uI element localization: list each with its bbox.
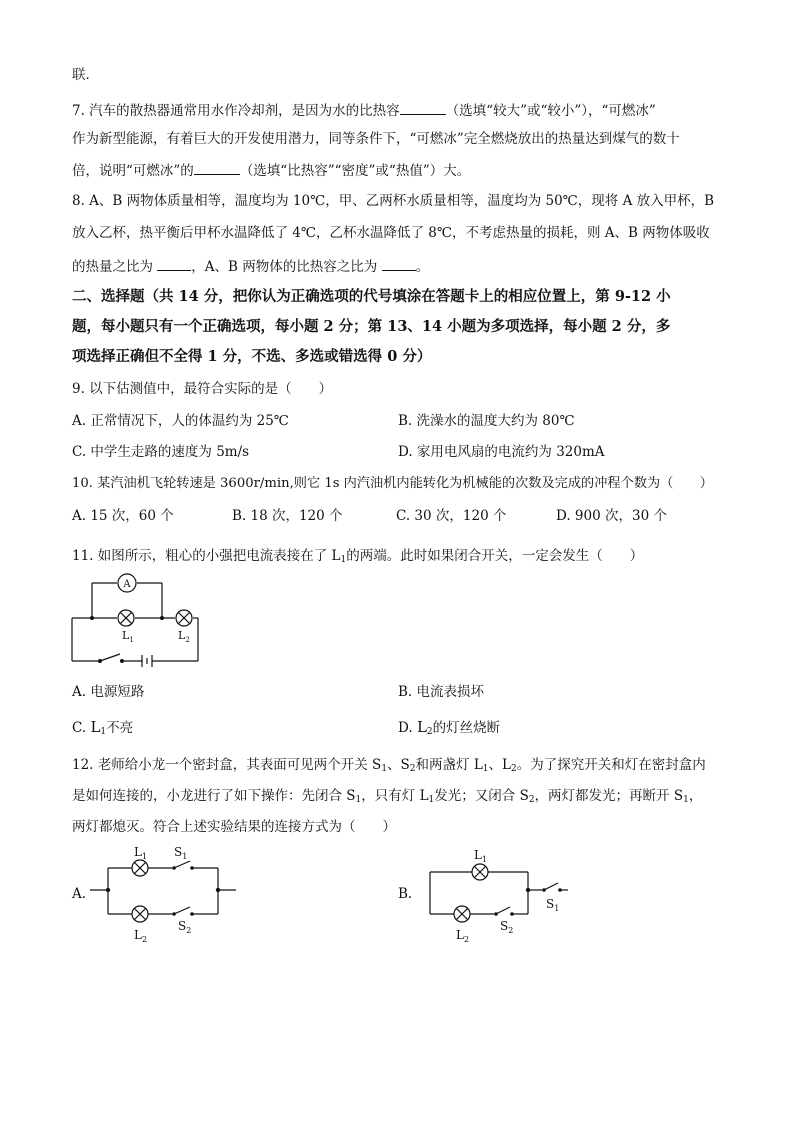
continued-text: 联． bbox=[72, 67, 99, 83]
q7-line1 bbox=[72, 100, 656, 120]
q7-line2: 作为新型能源，有着巨大的开发使用潜力，同等条件下，“可燃冰”完全燃烧放出的热量达到煤气的数十 bbox=[72, 131, 680, 147]
q11-d-prefix: D. bbox=[398, 720, 417, 736]
q12a-l1-label: $L_1$ bbox=[134, 845, 148, 861]
q11-option-b[interactable]: B. 电流表损坏 bbox=[398, 684, 485, 700]
q7-answer-blank-2[interactable] bbox=[194, 160, 240, 175]
q12-t8: 发光；又闭合 S bbox=[434, 788, 529, 804]
q12-line1 bbox=[72, 756, 706, 774]
q12-t3: 和两盏灯 L bbox=[415, 757, 483, 773]
q12-option-a-label[interactable]: A. bbox=[72, 886, 87, 902]
q8-answer-blank-1[interactable] bbox=[157, 256, 191, 271]
q11-d-text: 的灯丝烧断 bbox=[432, 720, 501, 736]
lamp-l1-label: $L_1$ bbox=[122, 629, 134, 644]
q11-c-text: 不亮 bbox=[106, 720, 134, 736]
q11-d-sub: 2 bbox=[426, 727, 433, 737]
q12-t10: ， bbox=[688, 788, 703, 804]
q12-t2: 、S bbox=[387, 757, 410, 773]
q12-t1: 12. 老师给小龙一个密封盒，其表面可见两个开关 S bbox=[72, 757, 382, 773]
q12b-l2-label: $L_2$ bbox=[456, 928, 470, 944]
q7-text-1: 7. 汽车的散热器通常用水作冷却剂，是因为水的比热容 bbox=[72, 103, 400, 119]
q12-t7: ，只有灯 L bbox=[361, 788, 429, 804]
q12b-switch-s2 bbox=[496, 907, 510, 914]
q11-c-prefix: C. bbox=[72, 720, 91, 736]
q12-s2: 2 bbox=[409, 764, 416, 774]
q9-stem: 9. 以下估测值中，最符合实际的是（ ） bbox=[72, 381, 333, 397]
q12-s3: 1 bbox=[482, 764, 489, 774]
q7-text-2: （选填“较大”或“较小”），“可燃冰” bbox=[445, 103, 656, 119]
q8-line3 bbox=[72, 256, 429, 276]
q12b-switch-s1 bbox=[544, 883, 558, 890]
section2-line2: 题，每小题只有一个正确选项，每小题 2 分；第 13、14 小题为多项选择，每小题 2 分，多 bbox=[72, 318, 671, 335]
q12-s7: 2 bbox=[528, 795, 535, 805]
q12-line2 bbox=[72, 787, 702, 805]
q10-option-a[interactable]: A. 15 次，60 个 bbox=[72, 508, 174, 524]
section2-line3: 项选择正确但不全得 1 分，不选、多选或错选得 0 分） bbox=[72, 348, 432, 365]
q10-stem: 10. 某汽油机飞轮转速是 3600r/min,则它 1s 内汽油机内能转化为机械能的次数及完成的冲程个数为（ ） bbox=[72, 476, 713, 491]
q10-option-d[interactable]: D. 900 次，30 个 bbox=[556, 508, 667, 524]
q10-option-c[interactable]: C. 30 次，120 个 bbox=[396, 508, 507, 524]
lamp-l2-label: $L_2$ bbox=[178, 629, 190, 644]
q11-circuit-diagram bbox=[72, 572, 202, 668]
q9-option-a[interactable]: A. 正常情况下，人的体温约为 25℃ bbox=[72, 413, 289, 429]
q7-text-3: 倍，说明“可燃冰”的 bbox=[72, 163, 194, 179]
q7-line3 bbox=[72, 160, 470, 180]
q12-option-b-label[interactable]: B. bbox=[398, 886, 413, 902]
q12a-switch-s1 bbox=[174, 861, 190, 868]
q11-c-sub: 1 bbox=[100, 727, 107, 737]
q8-line2: 放入乙杯，热平衡后甲杯水温降低了 4℃，乙杯水温降低了 8℃，不考虑热量的损耗，则 A、B 两物体吸收 bbox=[72, 225, 710, 241]
q12-line3: 两灯都熄灭。符合上述实验结果的连接方式为（ ） bbox=[72, 819, 396, 835]
q8-answer-blank-2[interactable] bbox=[382, 256, 416, 271]
q8-line1: 8. A、B 两物体质量相等，温度均为 10℃，甲、乙两杯水质量相等，温度均为 50℃，现将 A 放入甲杯，B bbox=[72, 193, 715, 209]
q10-option-b[interactable]: B. 18 次，120 个 bbox=[232, 508, 343, 524]
q12-t4: 、L bbox=[488, 757, 511, 773]
q12-t6: 是如何连接的，小龙进行了如下操作：先闭合 S bbox=[72, 788, 356, 804]
q7-text-4: （选填“比热容”“密度”或“热值”）大。 bbox=[239, 163, 471, 179]
q11-stem bbox=[72, 547, 643, 565]
q11-stem-sub: 1 bbox=[340, 555, 347, 565]
q7-answer-blank-1[interactable] bbox=[400, 100, 446, 115]
q12-s8: 1 bbox=[683, 795, 689, 805]
q11-option-c[interactable] bbox=[72, 718, 133, 737]
q9-option-b[interactable]: B. 洗澡水的温度大约为 80℃ bbox=[398, 413, 575, 429]
q11-option-a[interactable]: A. 电源短路 bbox=[72, 684, 145, 700]
ammeter-label: A bbox=[123, 579, 131, 590]
q11-stem-text-2: 的两端。此时如果闭合开关，一定会发生（ ） bbox=[346, 548, 644, 564]
q12b-s2-label: $S_2$ bbox=[500, 919, 514, 935]
q12-s1: 1 bbox=[381, 764, 388, 774]
q12-option-b-diagram[interactable] bbox=[418, 842, 578, 947]
q12-s5: 1 bbox=[355, 795, 362, 805]
q12-t5: 。为了探究开关和灯在密封盒内 bbox=[516, 757, 706, 773]
q12b-s1-label: $S_1$ bbox=[546, 897, 560, 913]
q11-stem-text-1: 11. 如图所示，粗心的小强把电流表接在了 L bbox=[72, 548, 341, 564]
q8-text-1: 的热量之比为 bbox=[72, 259, 158, 275]
q9-option-c[interactable]: C. 中学生走路的速度为 5m/s bbox=[72, 444, 250, 460]
q12-option-a-diagram[interactable] bbox=[90, 842, 240, 947]
q12-s4: 2 bbox=[511, 764, 517, 774]
q12a-l2-label: $L_2$ bbox=[134, 928, 148, 944]
q8-text-2: ，A、B 两物体的比热容之比为 bbox=[191, 259, 382, 275]
q11-d-lamp: L bbox=[416, 718, 427, 736]
q11-c-lamp: L bbox=[90, 718, 101, 736]
q12a-s2-label: $S_2$ bbox=[178, 919, 192, 935]
q12a-switch-s2 bbox=[174, 907, 190, 914]
q12-t9: ，两灯都发光；再断开 S bbox=[534, 788, 684, 804]
q9-option-d[interactable]: D. 家用电风扇的电流约为 320mA bbox=[398, 444, 605, 460]
switch-symbol bbox=[100, 654, 120, 661]
q12-s6: 1 bbox=[428, 795, 435, 805]
section2-line1: 二、选择题（共 14 分，把你认为正确选项的代号填涂在答题卡上的相应位置上，第 9-12 小 bbox=[72, 288, 671, 305]
q8-text-3: 。 bbox=[415, 259, 430, 275]
q12b-l1-label: $L_1$ bbox=[474, 848, 488, 864]
q11-option-d[interactable] bbox=[398, 718, 500, 737]
q12a-s1-label: $S_1$ bbox=[174, 845, 188, 861]
